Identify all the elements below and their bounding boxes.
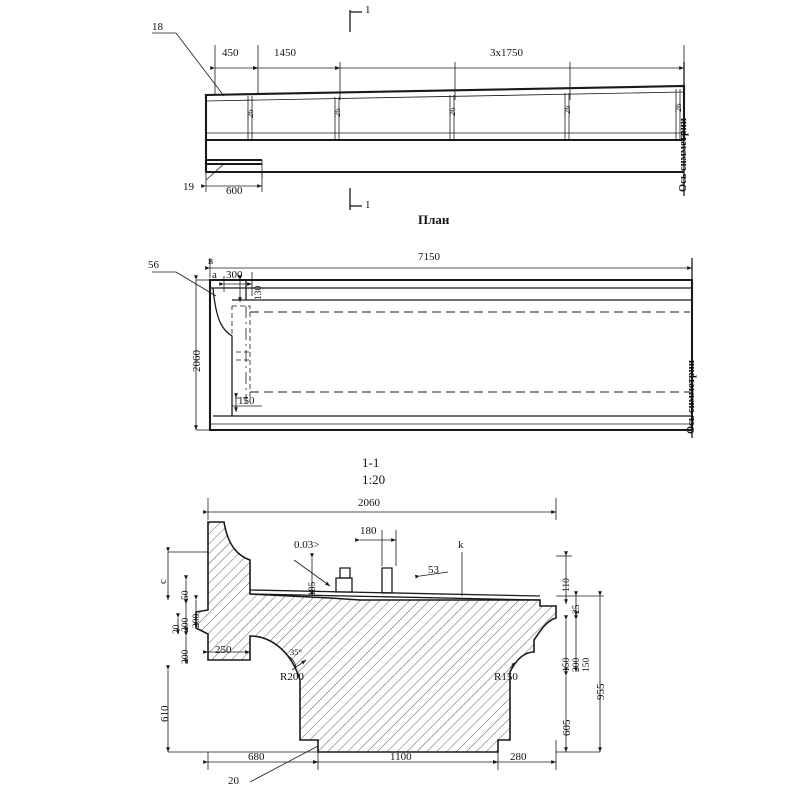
xs-dim-150-right2: 150 bbox=[582, 657, 592, 672]
elevation-point-a: а bbox=[212, 269, 217, 281]
plan-title: План bbox=[418, 212, 450, 227]
xs-angle-35: 35° bbox=[290, 647, 302, 657]
xs-dim-280: 280 bbox=[510, 751, 527, 763]
xs-dim-180: 180 bbox=[360, 525, 377, 537]
xs-dim-605: 605 bbox=[561, 719, 573, 736]
xs-dim-185: 185 bbox=[308, 581, 318, 596]
plan-cut-label-top: 1 bbox=[365, 4, 371, 16]
plan-rib-label-5: 26 bbox=[673, 103, 683, 112]
xs-dim-110: 110 bbox=[562, 578, 572, 592]
plan-dim-3x1750: 3х1750 bbox=[490, 47, 523, 59]
xs-dim-955: 955 bbox=[595, 683, 607, 700]
xs-dim-20: 20 bbox=[172, 624, 182, 634]
elevation-point-b: в bbox=[208, 255, 214, 267]
elevation-dim-2060: 2060 bbox=[191, 350, 203, 372]
xs-dim-2060: 2060 bbox=[358, 497, 380, 509]
section-scale: 1:20 bbox=[362, 472, 386, 487]
elevation-dim-7150: 7150 bbox=[418, 251, 440, 263]
elevation-axis-symmetry-label: Ось симметрии bbox=[686, 360, 697, 434]
xs-dim-680: 680 bbox=[248, 751, 265, 763]
section-title: 1-1 bbox=[362, 455, 380, 470]
xs-radius-r200: R200 bbox=[280, 671, 304, 683]
xs-mark-k: k bbox=[458, 539, 464, 551]
elevation-dim-300: 300 bbox=[226, 269, 243, 281]
plan-dim-450: 450 bbox=[222, 47, 239, 59]
plan-rib-label-4: 26 bbox=[562, 105, 572, 114]
xs-dim-250: 250 bbox=[215, 644, 232, 656]
elevation-mark-56: 56 bbox=[148, 259, 159, 271]
xs-dim-25: 25 bbox=[572, 604, 582, 614]
xs-radius-r150: R150 bbox=[494, 671, 518, 683]
plan-dim-1450: 1450 bbox=[274, 47, 296, 59]
plan-mark-18: 18 bbox=[152, 21, 163, 33]
plan-rib-label-3: 26 bbox=[447, 107, 457, 116]
plan-mark-19: 19 bbox=[183, 181, 194, 193]
plan-rib-label-2: 26 bbox=[332, 108, 342, 117]
xs-dim-200-right: 200 bbox=[572, 657, 582, 672]
elevation-dim-130: 130 bbox=[254, 285, 264, 300]
xs-dim-610: 610 bbox=[159, 705, 171, 722]
xs-dim-50: 50 bbox=[181, 590, 191, 600]
xs-dim-200-upper: 200 bbox=[192, 613, 202, 628]
plan-dim-600: 600 bbox=[226, 185, 243, 197]
xs-slope-label: 0.03> bbox=[294, 539, 320, 551]
xs-dim-200-mid: 200 bbox=[181, 617, 191, 632]
plan-axis-symmetry-label: Ось симметрии bbox=[678, 118, 689, 192]
xs-mark-53: 53 bbox=[428, 564, 439, 576]
elevation-dim-150: 150 bbox=[238, 395, 255, 407]
xs-dim-200-lower: 200 bbox=[181, 649, 191, 664]
xs-mark-c: c bbox=[157, 579, 169, 584]
xs-dim-20-bottom: 20 bbox=[228, 775, 239, 787]
plan-rib-label-1: 26 bbox=[245, 109, 255, 118]
xs-dim-1100: 1100 bbox=[390, 751, 412, 763]
plan-cut-label-bottom: 1 bbox=[365, 199, 371, 211]
xs-dim-150-right: 150 bbox=[562, 657, 572, 672]
